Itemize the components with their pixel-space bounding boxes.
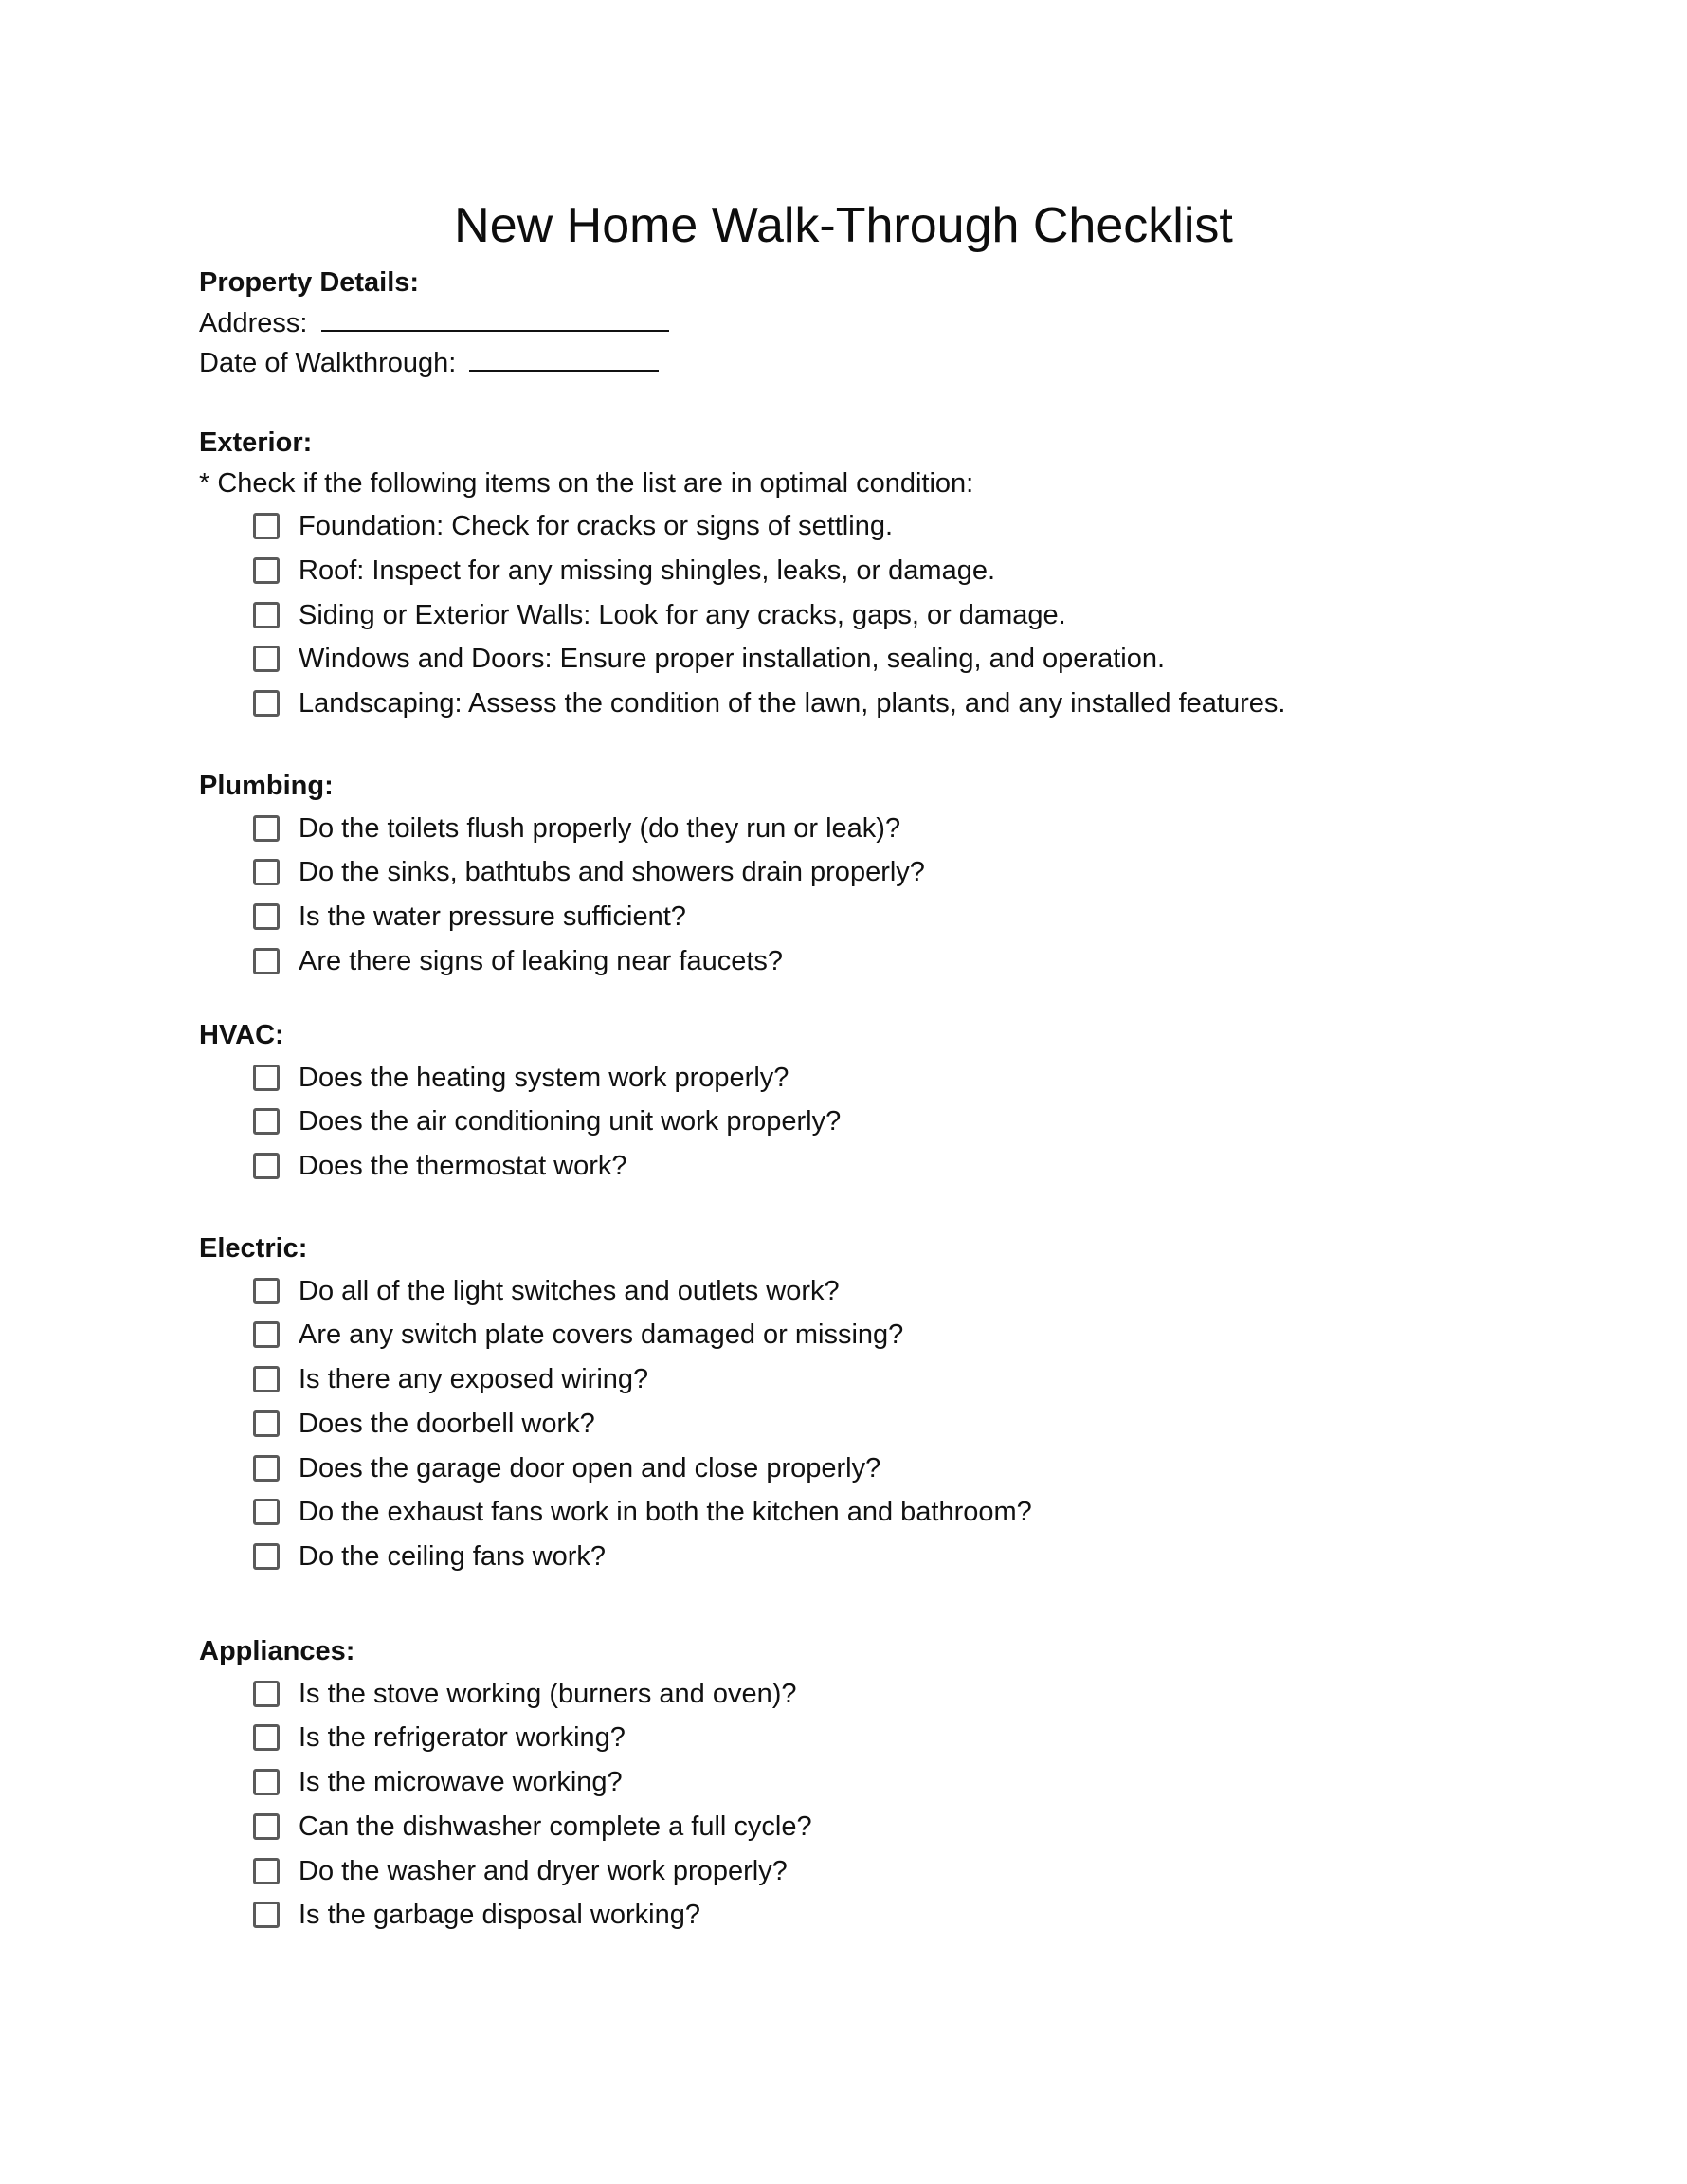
checklist (199, 807, 1592, 984)
checkbox-icon[interactable] (253, 948, 280, 974)
checklist-item[interactable]: Is the water pressure sufficient? (199, 895, 1592, 939)
checklist (199, 504, 1592, 726)
address-label: Address: (199, 307, 308, 338)
address-field[interactable] (321, 303, 669, 332)
checkbox-icon[interactable] (253, 513, 280, 539)
section-electric (199, 1228, 1592, 1579)
checklist-item[interactable]: Does the thermostat work? (199, 1144, 1592, 1189)
checklist-item[interactable]: Siding or Exterior Walls: Look for any cracks, gaps, or damage. (199, 593, 1592, 638)
checklist-item[interactable]: Do the ceiling fans work? (199, 1535, 1592, 1579)
checkbox-icon[interactable] (253, 1321, 280, 1348)
checkbox-icon[interactable] (253, 1902, 280, 1928)
checkbox-icon[interactable] (253, 557, 280, 584)
checklist-item[interactable]: Does the air conditioning unit work properly? (199, 1100, 1592, 1144)
checklist (199, 1056, 1592, 1189)
checkbox-icon[interactable] (253, 1499, 280, 1525)
checkbox-icon[interactable] (253, 1153, 280, 1179)
checkbox-icon[interactable] (253, 1278, 280, 1304)
date-field[interactable] (469, 343, 659, 372)
section-plumbing (199, 766, 1592, 984)
checklist-item[interactable]: Is the microwave working? (199, 1760, 1592, 1805)
checkbox-icon[interactable] (253, 859, 280, 885)
checkbox-icon[interactable] (253, 646, 280, 672)
checklist-item[interactable]: Roof: Inspect for any missing shingles, leaks, or damage. (199, 549, 1592, 593)
checkbox-icon[interactable] (253, 1410, 280, 1437)
checkbox-icon[interactable] (253, 1724, 280, 1751)
checkbox-icon[interactable] (253, 1769, 280, 1795)
checkbox-icon[interactable] (253, 903, 280, 930)
section-heading: Plumbing: (199, 771, 334, 801)
checklist-item[interactable]: Do the washer and dryer work properly? (199, 1849, 1592, 1894)
checkbox-icon[interactable] (253, 1858, 280, 1884)
section-appliances (199, 1631, 1592, 1938)
checklist-item[interactable]: Are any switch plate covers damaged or missing? (199, 1313, 1592, 1357)
date-row (199, 343, 1592, 384)
checkbox-icon[interactable] (253, 1813, 280, 1840)
checklist-item[interactable]: Does the heating system work properly? (199, 1056, 1592, 1101)
checklist-item[interactable]: Landscaping: Assess the condition of the lawn, plants, and any installed features. (199, 682, 1592, 726)
checkbox-icon[interactable] (253, 1681, 280, 1707)
section-note: * Check if the following items on the list are in optimal condition: (199, 467, 974, 499)
checkbox-icon[interactable] (253, 602, 280, 628)
checklist-item[interactable]: Are there signs of leaking near faucets? (199, 939, 1592, 984)
checklist-item[interactable]: Is the refrigerator working? (199, 1716, 1592, 1760)
checkbox-icon[interactable] (253, 1366, 280, 1392)
property-details-heading: Property Details: (199, 267, 420, 298)
property-details (199, 263, 1592, 384)
checklist-item[interactable]: Do the toilets flush properly (do they run or leak)? (199, 807, 1592, 851)
checklist (199, 1269, 1592, 1579)
checklist (199, 1672, 1592, 1938)
checklist-item[interactable]: Is the stove working (burners and oven)? (199, 1672, 1592, 1717)
checklist-item[interactable]: Is there any exposed wiring? (199, 1357, 1592, 1402)
section-heading: Exterior: (199, 428, 313, 458)
section-heading: Appliances: (199, 1636, 355, 1666)
checklist-item[interactable]: Do the sinks, bathtubs and showers drain properly? (199, 850, 1592, 895)
checklist-item[interactable]: Do all of the light switches and outlets work? (199, 1269, 1592, 1314)
checkbox-icon[interactable] (253, 1455, 280, 1482)
checklist-item[interactable]: Can the dishwasher complete a full cycle? (199, 1805, 1592, 1849)
checkbox-icon[interactable] (253, 1543, 280, 1570)
document-title: New Home Walk-Through Checklist (454, 198, 1233, 253)
checklist-item[interactable]: Foundation: Check for cracks or signs of settling. (199, 504, 1592, 549)
date-label: Date of Walkthrough: (199, 348, 457, 378)
checkbox-icon[interactable] (253, 1065, 280, 1091)
section-exterior (199, 423, 1592, 726)
section-heading: HVAC: (199, 1020, 284, 1050)
checkbox-icon[interactable] (253, 690, 280, 717)
checklist-item[interactable]: Do the exhaust fans work in both the kitchen and bathroom? (199, 1490, 1592, 1535)
checklist-item[interactable]: Does the doorbell work? (199, 1402, 1592, 1447)
checklist-item[interactable]: Windows and Doors: Ensure proper installation, sealing, and operation. (199, 637, 1592, 682)
section-hvac (199, 1015, 1592, 1189)
address-row (199, 303, 1592, 344)
section-heading: Electric: (199, 1233, 308, 1264)
checklist-item[interactable]: Is the garbage disposal working? (199, 1893, 1592, 1938)
checklist-item[interactable]: Does the garage door open and close properly? (199, 1447, 1592, 1491)
checkbox-icon[interactable] (253, 815, 280, 842)
checkbox-icon[interactable] (253, 1108, 280, 1135)
